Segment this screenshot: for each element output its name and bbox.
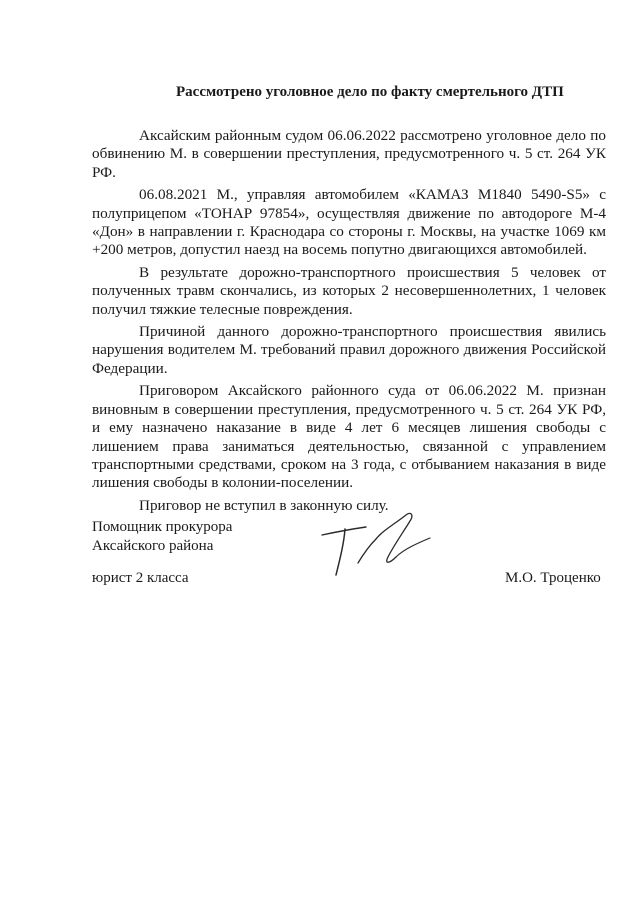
handwritten-signature	[300, 505, 450, 585]
position-line-1: Помощник прокурора	[92, 519, 233, 535]
paragraph-1: Аксайским районным судом 06.06.2022 рассмотрено уголовное дело по обвинению М. в совершении преступления, предусмотренного ч. 5 ст. 264 УК РФ.	[92, 127, 606, 181]
signatory-position	[92, 518, 232, 556]
paragraph-6: Приговор не вступил в законную силу.	[139, 496, 389, 514]
signatory-name: М.О. Троценко	[505, 570, 601, 586]
position-line-2: Аксайского района	[92, 538, 214, 554]
signatory-rank: юрист 2 класса	[92, 570, 189, 586]
document-body	[92, 127, 606, 519]
paragraph-5: Приговором Аксайского районного суда от 06.06.2022 М. признан виновным в совершении преступления, предусмотренного ч. 5 ст. 264 УК РФ, и ему назначено наказание в виде 4 лет 6 месяцев лишения свободы с лишением права заниматься деятельностью, связанной с управлением транспортными средствами, сроком на 3 года, с отбыванием наказания в виде лишения свободы в колонии-поселении.	[92, 382, 606, 492]
paragraph-3: В результате дорожно-транспортного происшествия 5 человек от полученных травм скончались, из которых 2 несовершеннолетних, 1 человек получил тяжкие телесные повреждения.	[92, 263, 606, 318]
paragraph-4: Причиной данного дорожно-транспортного происшествия явились нарушения водителем М. требований правил дорожного движения Российской Федерации.	[92, 323, 606, 377]
paragraph-2: 06.08.2021 М., управляя автомобилем «КАМАЗ М1840 5490-S5» с полуприцепом «ТОНАР 97854», осуществляя движение по автодороге М-4 «Дон» в направлении г. Краснодара со стороны г. Москвы, на участке 1069 км +200 метров, допустил наезд на восемь попутно двигающихся автомобилей.	[92, 186, 606, 259]
document-title: Рассмотрено уголовное дело по факту смертельного ДТП	[176, 84, 564, 100]
